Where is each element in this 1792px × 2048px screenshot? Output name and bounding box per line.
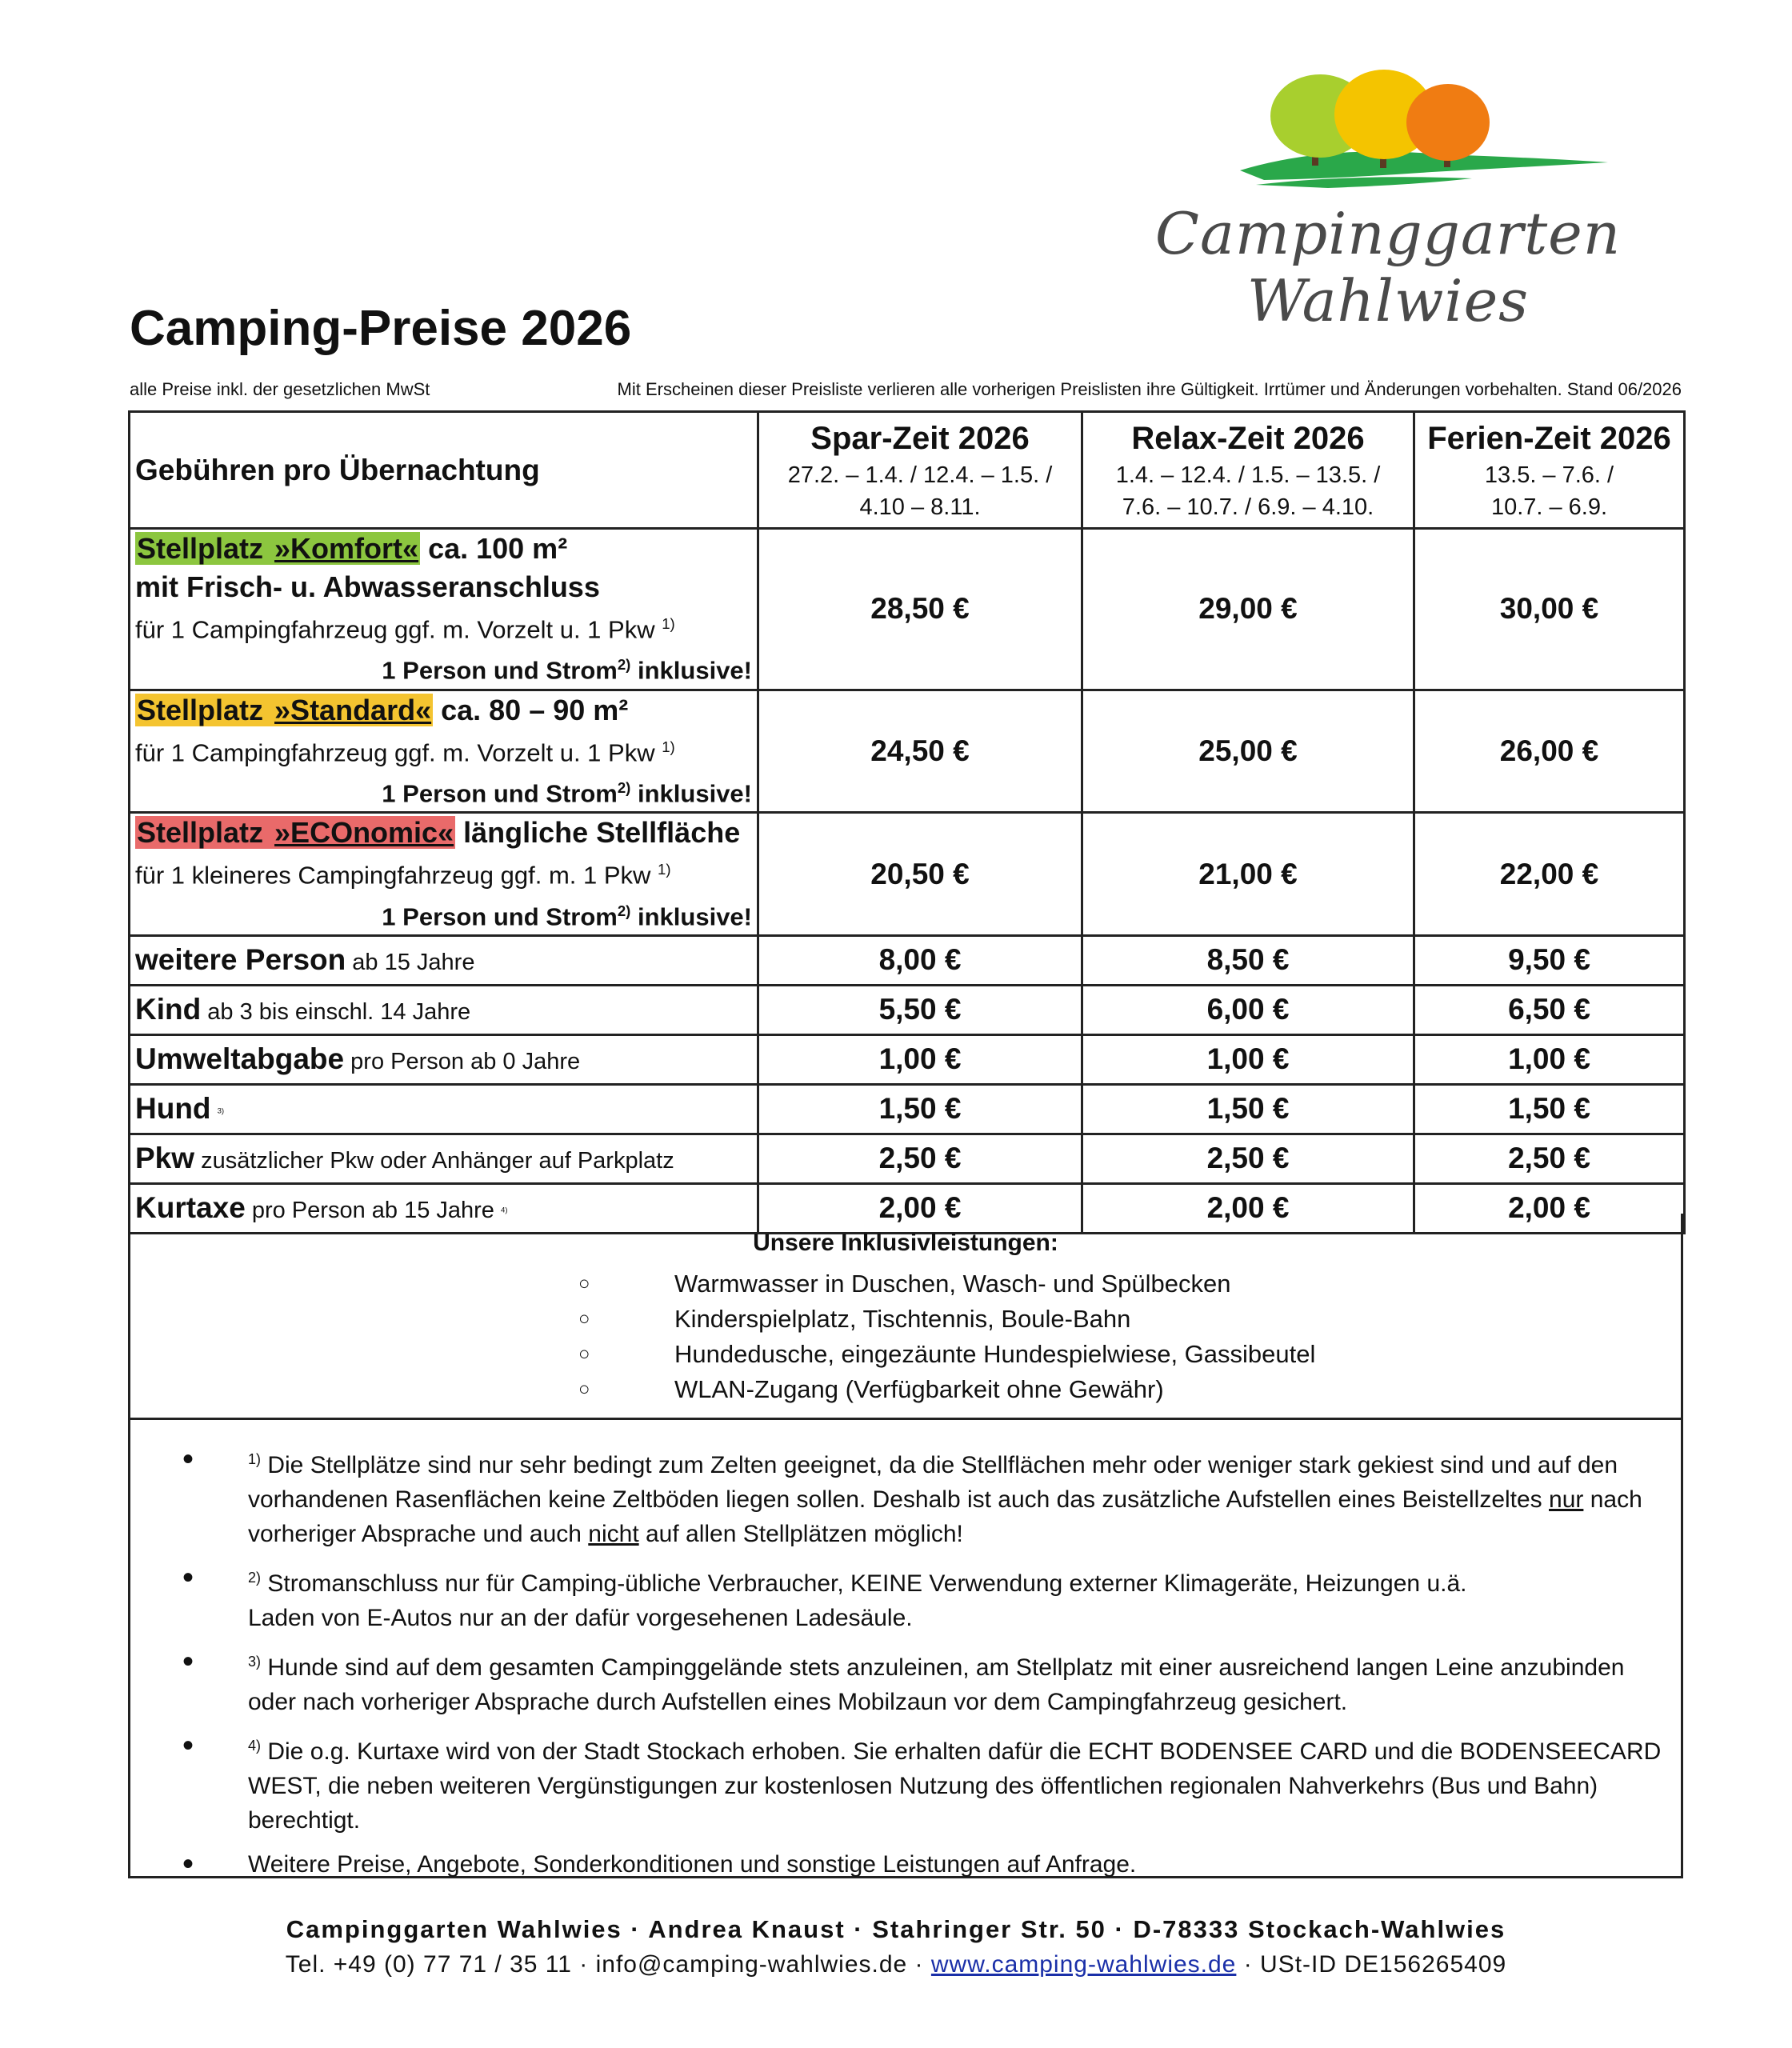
- emphasis-nicht: nicht: [588, 1521, 639, 1547]
- season-dates: 4.10 – 8.11.: [859, 494, 981, 520]
- footnote-marker: 1): [248, 1451, 262, 1467]
- footnote-ref: 1): [662, 615, 675, 632]
- pitch-vehicle: für 1 Campingfahrzeug ggf. m. Vorzelt u. 1 Pkw: [135, 738, 655, 766]
- pitch-size: ca. 100 m²: [420, 532, 568, 565]
- price-cell: 6,00 €: [1082, 985, 1414, 1034]
- footnote-ref: 3): [217, 1107, 225, 1117]
- row-label: [130, 935, 758, 985]
- footnote-ref: 2): [617, 902, 631, 919]
- footnote-ref: 2): [617, 656, 631, 674]
- price-cell: 1,50 €: [1082, 1084, 1414, 1134]
- fee-description: zusätzlicher Pkw oder Anhänger auf Parkplatz: [194, 1148, 674, 1174]
- footnote-ref: 2): [617, 778, 631, 796]
- standard-description: [130, 690, 758, 813]
- footnote-text: Hunde sind auf dem gesamten Campinggelände stets anzuleinen, am Stellplatz mit einer ausreichend langen Leine anzubinden oder nach vorheriger Absprache durch Aufstellen eines Mobilzaun vor dem Campingfahrzeug gesichert.: [248, 1654, 1625, 1715]
- subline: [130, 379, 1682, 400]
- pitch-prefix: Stellplatz: [137, 816, 272, 850]
- footnote-5: [182, 1847, 1678, 1882]
- pitch-inclusive: 1 Person und Strom: [382, 656, 618, 685]
- price-cell: 9,50 €: [1414, 935, 1685, 985]
- footer-contact: [0, 1947, 1792, 1982]
- footnote-ref: 4): [500, 1206, 508, 1216]
- economic-description: [130, 813, 758, 936]
- footnote-text: nach vorheriger Absprache und auch: [248, 1486, 1642, 1547]
- pitch-name-standard: »Standard«: [274, 693, 432, 726]
- price-cell: 29,00 €: [1082, 529, 1414, 690]
- footnote-text: auf allen Stellplätzen möglich!: [638, 1521, 963, 1547]
- price-cell: 1,50 €: [1414, 1084, 1685, 1134]
- list-item: ○ WLAN-Zugang (Verfügbarkeit ohne Gewähr): [578, 1372, 1315, 1407]
- row-label: [130, 1134, 758, 1183]
- list-item: ○ Warmwasser in Duschen, Wasch- und Spülbecken: [578, 1266, 1315, 1302]
- footnote-marker: 2): [248, 1570, 262, 1586]
- footnotes-list: [182, 1442, 1678, 1891]
- website-link[interactable]: www.camping-wahlwies.de: [930, 1951, 1237, 1978]
- price-cell: 1,00 €: [758, 1034, 1082, 1084]
- price-cell: 1,00 €: [1414, 1034, 1685, 1084]
- fee-name: Umweltabgabe: [135, 1042, 345, 1076]
- header-label: Gebühren pro Übernachtung: [130, 412, 758, 529]
- list-item: ○ Kinderspielplatz, Tischtennis, Boule-Bahn: [578, 1302, 1315, 1337]
- footnote-text: Die o.g. Kurtaxe wird von der Stadt Stockach erhoben. Sie erhalten dafür die ECHT BODENSEE CARD und die BODENSEECARD WEST, die neben weiteren Vergünstigungen zur kostenlosen Nutzung des öffentlichen regionalen Nahverkehrs (Bus und Bahn) berechtigt.: [248, 1738, 1662, 1834]
- price-cell: 2,00 €: [1414, 1183, 1685, 1233]
- price-cell: 25,00 €: [1082, 690, 1414, 813]
- price-cell: 22,00 €: [1414, 813, 1685, 936]
- footnote-text: Laden von E-Autos nur an der dafür vorgesehenen Ladesäule.: [248, 1605, 913, 1631]
- pitch-inclusive-suffix: inklusive!: [630, 656, 752, 685]
- footnotes-box: [128, 1418, 1683, 1878]
- season-dates: 7.6. – 10.7. / 6.9. – 4.10.: [1122, 494, 1374, 520]
- validity-note: Mit Erscheinen dieser Preisliste verlieren alle vorherigen Preislisten ihre Gültigkeit. Irrtümer und Änderungen vorbehalten. Stand 06/2026: [617, 379, 1682, 399]
- table-row: [130, 1084, 1685, 1134]
- price-cell: 21,00 €: [1082, 813, 1414, 936]
- price-cell: 24,50 €: [758, 690, 1082, 813]
- fee-description: pro Person ab 15 Jahre: [245, 1198, 501, 1224]
- season-name: Spar-Zeit 2026: [810, 420, 1030, 456]
- fee-name: weitere Person: [135, 943, 346, 977]
- table-row: [130, 1034, 1685, 1084]
- fee-description: [211, 1098, 218, 1124]
- logo: [1096, 68, 1680, 334]
- komfort-description: [130, 529, 758, 690]
- fee-name: Kurtaxe: [135, 1191, 246, 1225]
- logo-text: Campinggarten Wahlwies: [1154, 200, 1622, 334]
- footnote-ref: 1): [662, 738, 675, 755]
- row-label: [130, 985, 758, 1034]
- pitch-prefix: Stellplatz: [137, 532, 272, 565]
- row-label: [130, 1034, 758, 1084]
- footer-address: Campinggarten Wahlwies · Andrea Knaust · Stahringer Str. 50 · D-78333 Stockach-Wahlwies: [286, 1915, 1506, 1943]
- price-cell: 6,50 €: [1414, 985, 1685, 1034]
- table-row-economic: [130, 813, 1685, 936]
- price-cell: 2,50 €: [1082, 1134, 1414, 1183]
- price-cell: 20,50 €: [758, 813, 1082, 936]
- fee-name: Hund: [135, 1092, 211, 1126]
- footer-phone-email: Tel. +49 (0) 77 71 / 35 11 · info@camping-wahlwies.de ·: [285, 1951, 931, 1978]
- footnote-marker: 4): [248, 1738, 262, 1754]
- inclusive-list: [578, 1266, 1315, 1407]
- footnote-text: Weitere Preise, Angebote, Sonderkonditionen und sonstige Leistungen auf Anfrage.: [248, 1851, 1137, 1878]
- pitch-feature: mit Frisch- u. Abwasseranschluss: [135, 570, 600, 603]
- fee-name: Kind: [135, 993, 202, 1026]
- price-cell: 2,50 €: [1414, 1134, 1685, 1183]
- season-name: Ferien-Zeit 2026: [1427, 420, 1671, 456]
- pitch-inclusive: 1 Person und Strom: [382, 902, 618, 930]
- pitch-vehicle: für 1 kleineres Campingfahrzeug ggf. m. 1 Pkw: [135, 861, 651, 890]
- season-ferien: [1414, 412, 1685, 529]
- pitch-size: ca. 80 – 90 m²: [433, 693, 629, 726]
- footnote-4: [182, 1729, 1678, 1838]
- season-dates: 27.2. – 1.4. / 12.4. – 1.5. /: [787, 462, 1053, 488]
- pitch-inclusive-suffix: inklusive!: [630, 779, 752, 808]
- season-spar: [758, 412, 1082, 529]
- list-item: ○ Hundedusche, eingezäunte Hundespielwiese, Gassibeutel: [578, 1337, 1315, 1372]
- page-title: Camping-Preise 2026: [130, 301, 632, 356]
- price-table: [128, 410, 1686, 1234]
- price-cell: 1,50 €: [758, 1084, 1082, 1134]
- footnote-marker: 3): [248, 1654, 262, 1670]
- table-header-row: [130, 412, 1685, 529]
- fee-description: ab 3 bis einschl. 14 Jahre: [201, 999, 471, 1026]
- logo-trees-icon: [1232, 68, 1632, 196]
- price-cell: 28,50 €: [758, 529, 1082, 690]
- inclusive-services-box: [128, 1214, 1683, 1420]
- pitch-inclusive: 1 Person und Strom: [382, 779, 618, 808]
- footnote-text: Stromanschluss nur für Camping-übliche Verbraucher, KEINE Verwendung externer Klimageräte, Heizungen u.ä.: [261, 1570, 1467, 1597]
- price-cell: 8,00 €: [758, 935, 1082, 985]
- table-row-standard: [130, 690, 1685, 813]
- pitch-name-komfort: »Komfort«: [274, 532, 419, 565]
- season-dates: 1.4. – 12.4. / 1.5. – 13.5. /: [1115, 462, 1381, 488]
- pitch-size: längliche Stellfläche: [455, 816, 741, 850]
- row-label: [130, 1084, 758, 1134]
- pitch-inclusive-suffix: inklusive!: [630, 902, 752, 930]
- footnote-3: [182, 1645, 1678, 1719]
- price-cell: 30,00 €: [1414, 529, 1685, 690]
- vat-note: alle Preise inkl. der gesetzlichen MwSt: [130, 379, 430, 399]
- inclusive-title: Unsere Inklusivleistungen:: [753, 1230, 1058, 1256]
- footnote-2: [182, 1561, 1678, 1635]
- season-name: Relax-Zeit 2026: [1131, 420, 1365, 456]
- footnote-text: Die Stellplätze sind nur sehr bedingt zum Zelten geeignet, da die Stellflächen mehr oder weniger stark gekiest sind und auf den vorhandenen Rasenflächen keine Zeltböden liegen sollen. Deshalb ist auch das zusätzliche Aufstellen eines Beistellzeltes: [248, 1452, 1618, 1513]
- footnote-1: [182, 1442, 1678, 1551]
- season-relax: [1082, 412, 1414, 529]
- footer: [0, 1912, 1792, 1982]
- footnote-ref: 1): [658, 861, 671, 878]
- fee-name: Pkw: [135, 1142, 195, 1175]
- price-cell: 26,00 €: [1414, 690, 1685, 813]
- price-cell: 5,50 €: [758, 985, 1082, 1034]
- season-dates: 13.5. – 7.6. /: [1484, 462, 1614, 488]
- price-cell: 8,50 €: [1082, 935, 1414, 985]
- price-cell: 2,00 €: [758, 1183, 1082, 1233]
- table-row: [130, 935, 1685, 985]
- fee-description: pro Person ab 0 Jahre: [344, 1049, 581, 1075]
- season-dates: 10.7. – 6.9.: [1490, 494, 1608, 520]
- price-cell: 2,00 €: [1082, 1183, 1414, 1233]
- pitch-name-economic: »ECOnomic«: [274, 816, 454, 850]
- table-row: [130, 985, 1685, 1034]
- fee-description: ab 15 Jahre: [346, 950, 475, 976]
- price-cell: 1,00 €: [1082, 1034, 1414, 1084]
- emphasis-nur: nur: [1549, 1486, 1584, 1513]
- pitch-prefix: Stellplatz: [137, 693, 272, 726]
- table-row: [130, 1134, 1685, 1183]
- price-cell: 2,50 €: [758, 1134, 1082, 1183]
- footer-vat-id: · USt-ID DE156265409: [1236, 1951, 1507, 1978]
- table-row-komfort: [130, 529, 1685, 690]
- pitch-vehicle: für 1 Campingfahrzeug ggf. m. Vorzelt u. 1 Pkw: [135, 615, 655, 644]
